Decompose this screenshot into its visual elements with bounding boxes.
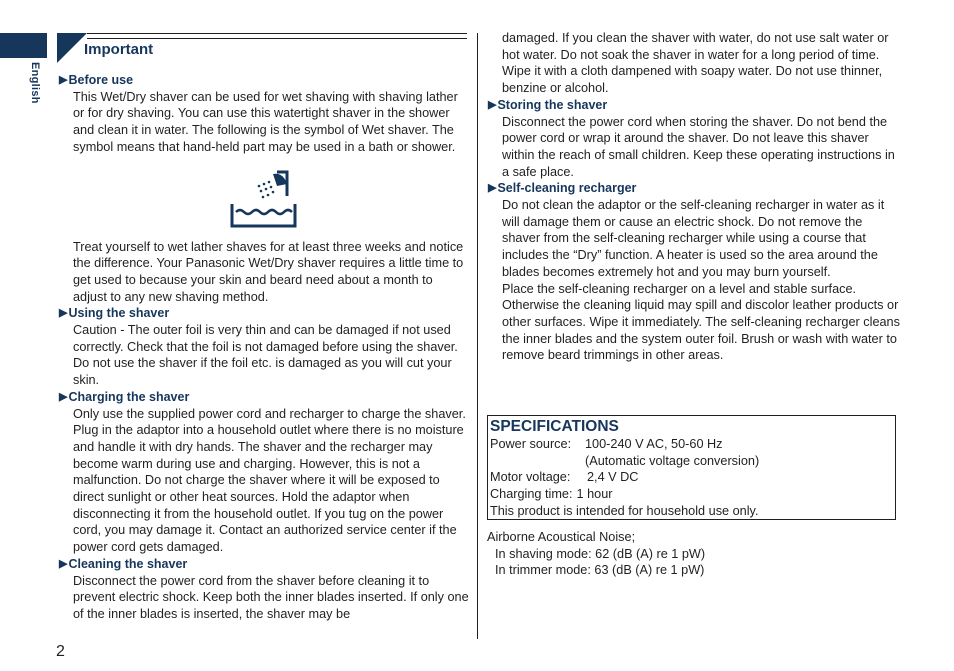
triangle-right-icon: ▶: [59, 74, 68, 86]
charging-text: Only use the supplied power cord and recharger to charge the shaver. Plug in the adaptor into a household outlet where there is no moisture and handle it with dry hands. The shaver and the recharger may become warm during use and charging. However, this is not a malfunction. Do not charge the shaver where it will be exposed to direct sunlight or other heat sources. Hold the adaptor when disconnecting it from the household outlet. If you tug on the power cord, you may damage it. Contact an authorized service center if the power cord gets damaged.: [73, 406, 466, 555]
noise-shaving: In shaving mode: 62 (dB (A) re 1 pW): [495, 546, 706, 561]
page-number: 2: [56, 643, 65, 660]
spec-row-power-note: [490, 453, 893, 470]
heading-rule-bottom: [87, 38, 467, 39]
heading-corner-mark: [57, 33, 87, 63]
spec-label: Power source:: [490, 437, 572, 451]
right-column: [488, 30, 902, 364]
spec-label-empty: [490, 453, 585, 470]
cleaning-text-continued: damaged. If you clean the shaver with water, do not use salt water or hot water. Do not soak the shaver in water for a long period of time. Wipe it with a cloth dampened with soapy water. Do not use thinner, benzine or alcohol.: [502, 31, 889, 96]
spec-row-motor: [490, 469, 893, 486]
triangle-right-icon: ▶: [59, 390, 68, 403]
section-heading: Important: [84, 41, 154, 58]
triangle-right-icon: ▶: [59, 557, 68, 570]
noise-section: [487, 529, 705, 579]
charging-title: ▶ Charging the shaver: [59, 389, 190, 404]
spec-row-charging: [490, 486, 893, 503]
self-cleaning-text: Do not clean the adaptor or the self-cleaning recharger in water as it will damage them or cause an electric shock. Do not remove the shaver from the self-cleaning recharger while using a course that includes the “Dry” function. A heater is used so the area around the blades becomes extremely hot and you may burn yourself.: [502, 198, 885, 279]
heading-rule-top: [87, 33, 467, 34]
triangle-right-icon: ▶: [488, 182, 497, 195]
column-divider: [477, 33, 478, 639]
noise-trimmer: In trimmer mode: 63 (dB (A) re 1 pW): [495, 563, 705, 578]
specifications-title: SPECIFICATIONS: [490, 418, 619, 435]
before-use-text-2: Treat yourself to wet lather shaves for at least three weeks and notice the difference. Your Panasonic Wet/Dry shaver requires a little time to get used to because your skin and beard need about a month to adjust to any new shaving method.: [73, 239, 464, 304]
spec-value: (Automatic voltage conversion): [585, 453, 760, 468]
spec-label: Charging time:: [490, 487, 573, 502]
using-title: ▶ Using the shaver: [59, 306, 170, 321]
left-column: [59, 72, 469, 623]
noise-title: Airborne Acoustical Noise;: [487, 530, 636, 544]
language-tab-bar: [0, 33, 47, 58]
cleaning-title: ▶ Cleaning the shaver: [59, 556, 188, 571]
spec-value: 100-240 V AC, 50-60 Hz: [585, 437, 723, 451]
spec-value: 1 hour: [576, 487, 613, 502]
shower-bath-icon: [229, 170, 299, 230]
self-cleaning-text-2: Place the self-cleaning recharger on a level and stable surface. Otherwise the cleaning liquid may spill and discolor leather products or other surfaces. Wipe it immediately. The self-cleaning recharger cleans the inner blades and the system outer foil. Brush or wash with water to remove beard trimmings in other areas.: [502, 281, 900, 363]
spec-label: Motor voltage:: [490, 470, 571, 485]
triangle-right-icon: ▶: [59, 307, 68, 320]
before-use-text: This Wet/Dry shaver can be used for wet shaving with shaving lather or for dry shaving. You can use this watertight shaver in the shower and clean it in water. The following is the symbol of Wet shaver. The symbol means that hand-held part may be used in a bath or shower.: [73, 89, 458, 154]
storing-title: ▶ Storing the shaver: [488, 97, 608, 112]
household-note: This product is intended for household use only.: [490, 503, 759, 518]
self-cleaning-title: ▶ Self-cleaning recharger: [488, 181, 637, 196]
triangle-right-icon: ▶: [488, 98, 497, 111]
cleaning-text: Disconnect the power cord from the shaver before cleaning it to prevent electric shock. Keep both the inner blades inserted. If only one of the inner blades is inserted, the shaver may be: [73, 573, 469, 621]
using-text: Caution - The outer foil is very thin and can be damaged if not used correctly. Check that the foil is not damaged before using the shaver. Do not use the shaver if the foil etc. is damaged as you will cut your skin.: [73, 323, 458, 388]
storing-text: Disconnect the power cord when storing the shaver. Do not bend the power cord or wrap it around the shaver. Do not leave this shaver within the reach of small children. Keep these operating instructions in a safe place.: [502, 114, 895, 179]
language-label: English: [29, 62, 41, 104]
spec-row-power: [490, 436, 893, 453]
spec-value: 2,4 V DC: [587, 470, 639, 485]
wet-symbol-container: [59, 156, 469, 239]
before-use-title: ▶ Before use: [59, 73, 134, 87]
specifications-box: [487, 415, 896, 520]
